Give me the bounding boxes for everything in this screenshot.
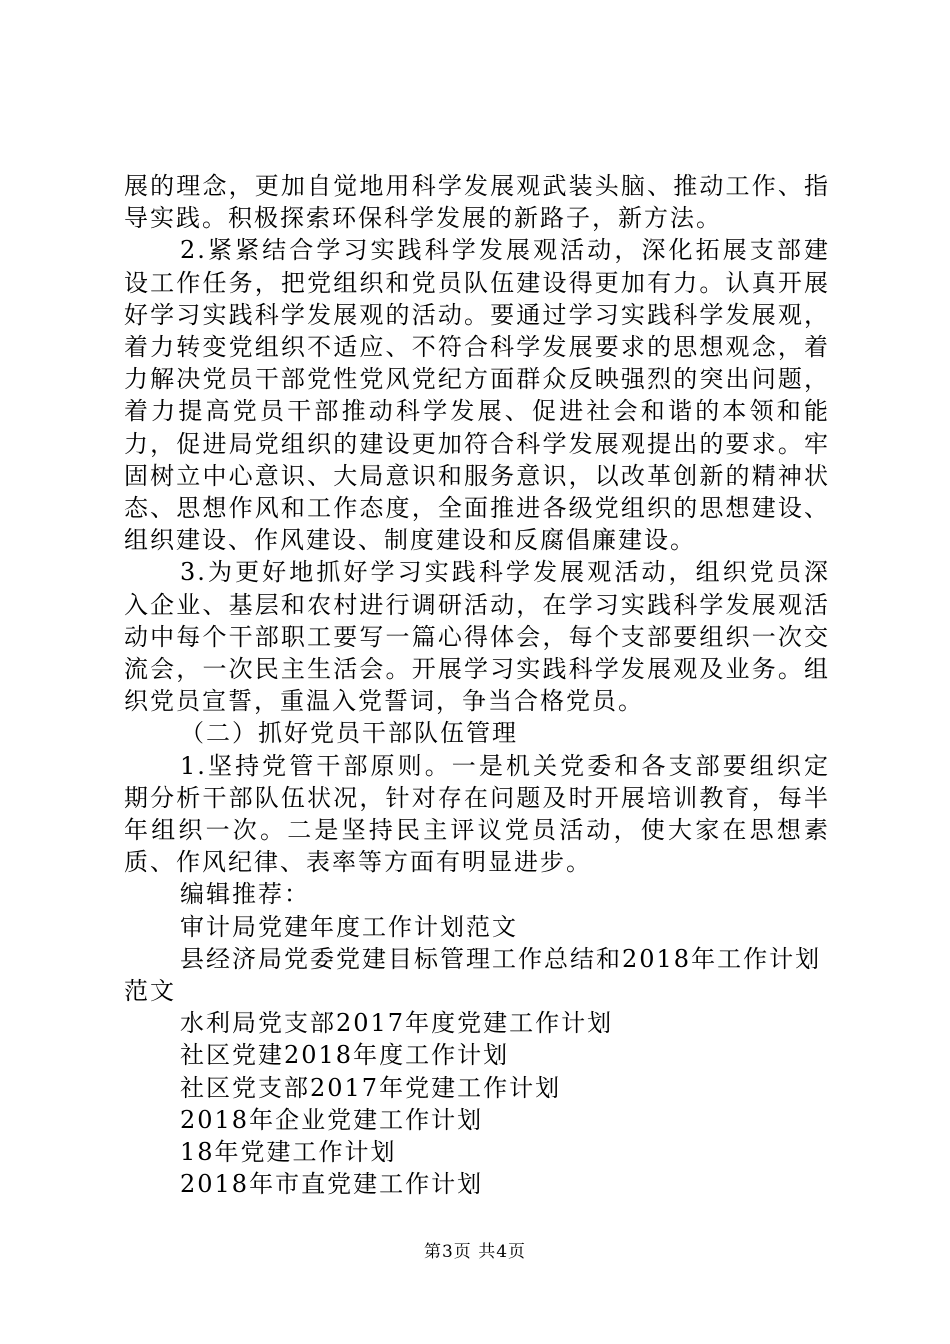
recommendation-link[interactable]: 社区党支部2017年党建工作计划 xyxy=(180,1073,562,1102)
paragraph-intro-continuation: 展的理念，更加自觉地用科学发展观武装头脑、推动工作、指导实践。积极探索环保科学发展的新路子，新方法。 xyxy=(124,172,830,233)
page-footer xyxy=(0,1241,950,1263)
paragraph-section-item-1: 1.坚持党管干部原则。一是机关党委和各支部要组织定期分析干部队伍状况，针对存在问题及时开展培训教育，每半年组织一次。二是坚持民主评议党员活动，使大家在思想素质、作风纪律、表率等方面有明显进步。 xyxy=(124,751,830,877)
recommendation-link[interactable]: 2018年企业党建工作计划 xyxy=(180,1105,484,1134)
section-heading: （二）抓好党员干部队伍管理 xyxy=(180,719,518,748)
document-body xyxy=(124,170,830,1201)
page-indicator: 第3页 共4页 xyxy=(423,1242,527,1262)
recommendation-list xyxy=(124,911,830,1201)
recommend-label: 编辑推荐： xyxy=(180,880,310,909)
paragraph-item-2: 2.紧紧结合学习实践科学发展观活动，深化拓展支部建设工作任务，把党组织和党员队伍建设得更加有力。认真开展好学习实践科学发展观的活动。要通过学习实践科学发展观，着力转变党组织不适应、不符合科学发展要求的思想观念，着力解决党员干部党性党风党纪方面群众反映强烈的突出问题，着力提高党员干部推动科学发展、促进社会和谐的本领和能力，促进局党组织的建设更加符合科学发展观提出的要求。牢固树立中心意识、大局意识和服务意识，以改革创新的精神状态、思想作风和工作态度，全面推进各级党组织的思想建设、组织建设、作风建设、制度建设和反腐倡廉建设。 xyxy=(124,236,830,555)
recommendation-link[interactable]: 水利局党支部2017年度党建工作计划 xyxy=(180,1009,614,1038)
paragraph-item-3: 3.为更好地抓好学习实践科学发展观活动，组织党员深入企业、基层和农村进行调研活动，在学习实践科学发展观活动中每个干部职工要写一篇心得体会，每个支部要组织一次交流会，一次民主生活会。开展学习实践科学发展观及业务。组织党员宣誓，重温入党誓词，争当合格党员。 xyxy=(124,558,830,716)
recommendation-link[interactable]: 县经济局党委党建目标管理工作总结和2018年工作计划范文 xyxy=(124,944,822,1006)
recommendation-link[interactable]: 2018年市直党建工作计划 xyxy=(180,1170,484,1199)
recommendation-link[interactable]: 审计局党建年度工作计划范文 xyxy=(180,912,518,941)
recommendation-link[interactable]: 18年党建工作计划 xyxy=(180,1138,397,1167)
recommendation-link[interactable]: 社区党建2018年度工作计划 xyxy=(180,1041,510,1070)
